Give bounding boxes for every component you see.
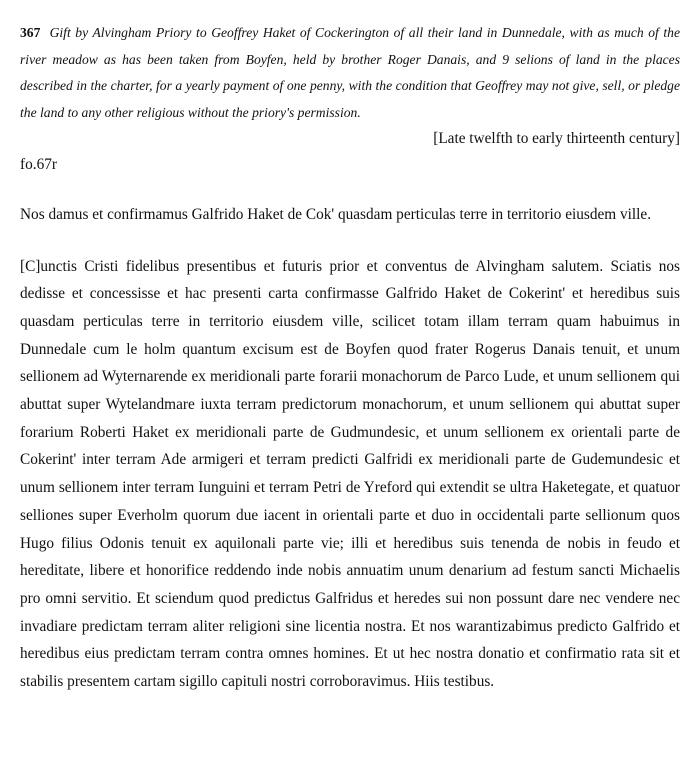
entry-summary <box>20 20 680 126</box>
latin-rubric: Nos damus et confirmamus Galfrido Haket de Cok' quasdam perticulas terre in territorio eiusdem ville. <box>20 206 652 223</box>
document-page <box>20 20 680 696</box>
entry-number: 367 <box>20 25 41 40</box>
entry-summary-text: Gift by Alvingham Priory to Geoffrey Haket of Cockerington of all their land in Dunnedale, with as much of the river meadow as has been taken from Boyfen, held by brother Roger Danais, and 9 selions of land in the places described in the charter, for a yearly payment of one penny, with the condition that Geoffrey may not give, sell, or pledge the land to any other religious without the priory's permission. <box>20 25 681 120</box>
folio-reference: fo.67r <box>20 156 57 173</box>
latin-charter-text: [C]unctis Cristi fidelibus presentibus et futuris prior et conventus de Alvingham salutem. Sciatis nos dedisse et concessisse et hac presenti carta confirmasse Galfrido Haket de Cokerint' et heredibus suis quasdam perticulas terre in territorio eiusdem ville, scilicet totam illam terram quam habuimus in Dunnedale cum le holm quantum excisum est de Boyfen quod frater Rogerus Danais tenuit, et unum sellionem ad Wyternarende ex meridionali parte forarii monachorum de Parco Lude, et unum sellionem qui abuttat super Wytelandmare iuxta terram predictorum monachorum, et unum sellionem qui abuttat super forarium Roberti Haket ex meridionali parte de Gudmundesic, et unum sellionem ex orientali parte de Cokerint' inter terram Ade armigeri et terram predicti Galfridi ex meridionali parte de Gudemundesic et unum sellionem inter terram Iunguini et terram Petri de Yreford qui extendit se ultra Haketegate, et quatuor selliones super Everholm quorum due iacent in orientali parte et duo in occidentali parte sellionum quos Hugo filius Odonis tenuit ex aquilonali parte vie; illi et heredibus suis tenenda de nobis in feudo et hereditate, libere et honorifice reddendo inde nobis annuatim unum denarium ad festum sancti Michaelis pro omni servitio. Et sciendum quod predictus Galfridus et heredes sui non possunt dare nec vendere nec invadiare predictam terram aliter religioni sine licentia nostra. Et nos warantizabimus predicto Galfrido et heredibus eius predictam terram contra omnes homines. Et ut hec nostra donatio et confirmatio rata sit et stabilis presentem cartam sigillo capituli nostri corroboravimus. Hiis testibus. <box>20 257 680 691</box>
entry-date: [Late twelfth to early thirteenth century] <box>433 130 680 147</box>
